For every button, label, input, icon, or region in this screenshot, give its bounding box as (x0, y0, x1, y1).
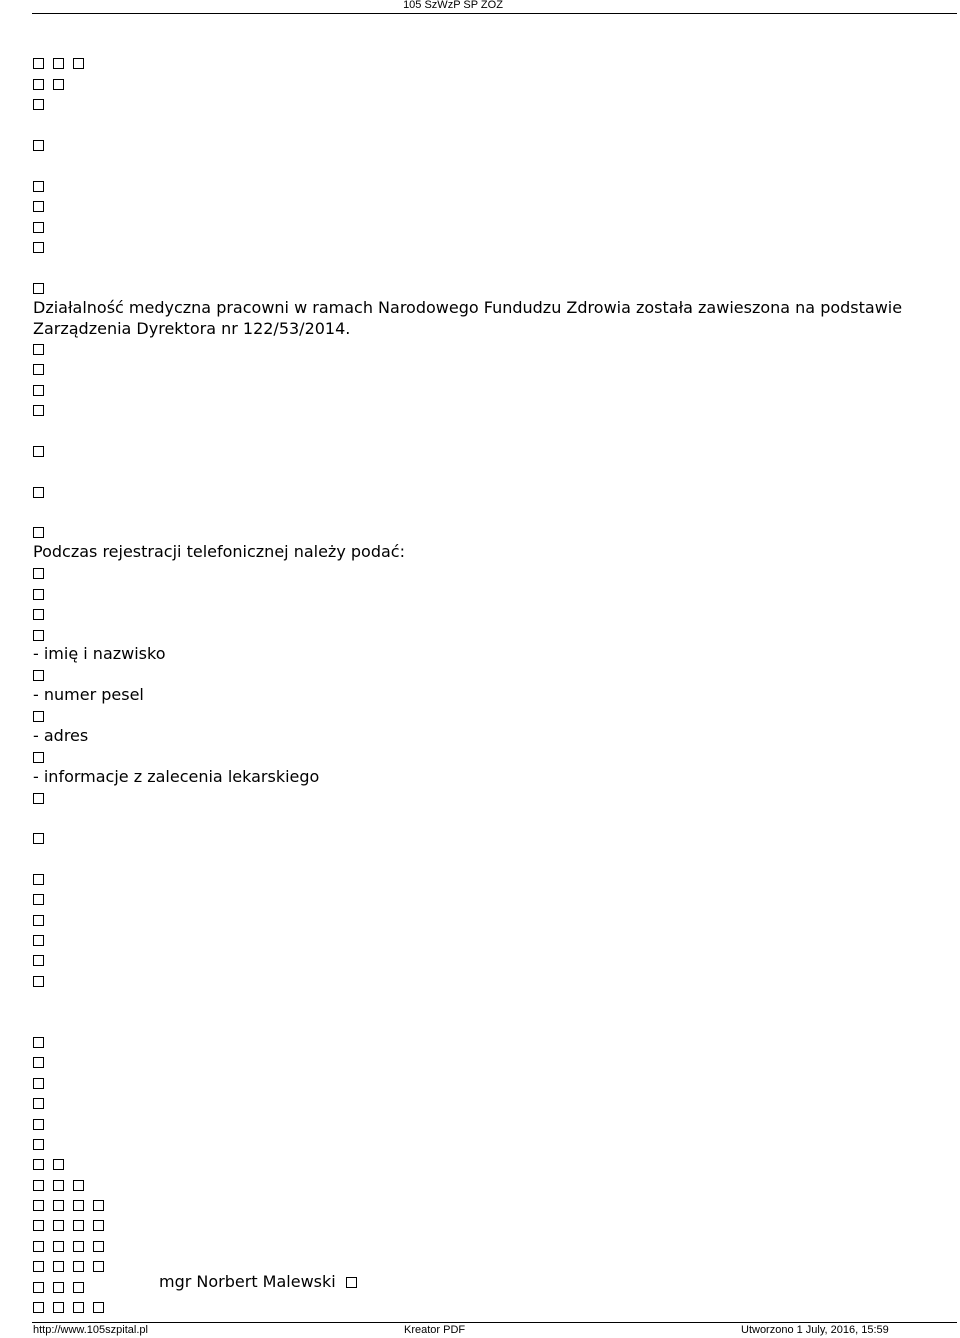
glyph-row (33, 1215, 113, 1235)
signature-line (159, 1272, 357, 1292)
glyph-row (33, 441, 53, 461)
missing-glyph-box-icon (33, 181, 44, 192)
footer-generator: Kreator PDF (404, 1324, 466, 1336)
glyph-row (33, 706, 53, 726)
list-item-referral-info: - informacje z zalecenia lekarskiego (33, 767, 320, 786)
missing-glyph-box-icon (33, 894, 44, 905)
glyph-row (33, 1195, 113, 1215)
glyph-row (33, 1052, 53, 1072)
glyph-row (33, 74, 73, 94)
glyph-row (33, 910, 53, 930)
page-header (0, 0, 960, 14)
missing-glyph-box-icon (33, 405, 44, 416)
missing-glyph-box-icon (33, 446, 44, 457)
header-divider (32, 13, 957, 14)
missing-glyph-box-icon (33, 1037, 44, 1048)
glyph-row (33, 176, 53, 196)
missing-glyph-box-icon (53, 1302, 64, 1313)
glyph-row (33, 563, 53, 583)
missing-glyph-box-icon (33, 487, 44, 498)
missing-glyph-box-icon (33, 1159, 44, 1170)
missing-glyph-box-icon (53, 1200, 64, 1211)
glyph-row (33, 1073, 53, 1093)
missing-glyph-box-icon (33, 955, 44, 966)
glyph-row (33, 1032, 53, 1052)
missing-glyph-box-icon (53, 1220, 64, 1231)
missing-glyph-box-icon (33, 140, 44, 151)
missing-glyph-box-icon (33, 1282, 44, 1293)
missing-glyph-box-icon (33, 222, 44, 233)
missing-glyph-box-icon (33, 670, 44, 681)
glyph-row (33, 889, 53, 909)
glyph-row (33, 217, 53, 237)
missing-glyph-box-icon (93, 1200, 104, 1211)
missing-glyph-box-icon (33, 385, 44, 396)
missing-glyph-box-icon (33, 976, 44, 987)
missing-glyph-box-icon (33, 630, 44, 641)
glyph-row (33, 359, 53, 379)
missing-glyph-box-icon (73, 1261, 84, 1272)
list-item-address: - adres (33, 726, 89, 745)
glyph-row (33, 522, 53, 542)
missing-glyph-box-icon (33, 1241, 44, 1252)
missing-glyph-box-icon (53, 1241, 64, 1252)
footer-divider (32, 1322, 957, 1323)
glyph-row (33, 135, 53, 155)
missing-glyph-box-icon (33, 568, 44, 579)
missing-glyph-box-icon (33, 609, 44, 620)
missing-glyph-box-icon (33, 1139, 44, 1150)
missing-glyph-box-icon (33, 201, 44, 212)
glyph-row (33, 950, 53, 970)
glyph-row (33, 971, 53, 991)
list-item-name: - imię i nazwisko (33, 644, 166, 663)
missing-glyph-box-icon (73, 1282, 84, 1293)
glyph-row (33, 380, 53, 400)
glyph-row (33, 400, 53, 420)
glyph-row (33, 1256, 113, 1276)
missing-glyph-box-icon (53, 79, 64, 90)
missing-glyph-box-icon (33, 1098, 44, 1109)
glyph-row (33, 278, 53, 298)
missing-glyph-box-icon (93, 1261, 104, 1272)
missing-glyph-box-icon (33, 344, 44, 355)
glyph-row (33, 94, 53, 114)
glyph-row (33, 625, 53, 645)
missing-glyph-box-icon (33, 1078, 44, 1089)
suspension-notice: Działalność medyczna pracowni w ramach Narodowego Fundudzu Zdrowia została zawieszona na podstawie Zarządzenia Dyrektora nr 122/53/2014. (33, 298, 903, 338)
glyph-row (33, 1297, 113, 1317)
missing-glyph-box-icon (33, 1119, 44, 1130)
glyph-row (33, 828, 53, 848)
missing-glyph-box-icon (73, 1180, 84, 1191)
missing-glyph-box-icon (33, 833, 44, 844)
glyph-row (33, 1134, 53, 1154)
missing-glyph-box-icon (33, 1220, 44, 1231)
missing-glyph-box-icon (33, 752, 44, 763)
glyph-row (33, 665, 53, 685)
missing-glyph-box-icon (33, 935, 44, 946)
missing-glyph-box-icon (73, 1200, 84, 1211)
missing-glyph-box-icon (53, 1282, 64, 1293)
missing-glyph-box-icon (33, 1057, 44, 1068)
missing-glyph-box-icon (33, 527, 44, 538)
missing-glyph-box-icon (33, 711, 44, 722)
missing-glyph-box-icon (73, 58, 84, 69)
glyph-row (33, 1277, 93, 1297)
missing-glyph-box-icon (53, 58, 64, 69)
glyph-row (33, 604, 53, 624)
glyph-row (33, 1093, 53, 1113)
missing-glyph-box-icon (33, 1200, 44, 1211)
missing-glyph-box-icon (33, 79, 44, 90)
glyph-row (33, 53, 93, 73)
glyph-row (33, 747, 53, 767)
glyph-row (33, 788, 53, 808)
glyph-row (33, 237, 53, 257)
glyph-row (33, 1236, 113, 1256)
missing-glyph-box-icon (73, 1241, 84, 1252)
missing-glyph-box-icon (33, 589, 44, 600)
missing-glyph-box-icon (33, 874, 44, 885)
glyph-row (33, 196, 53, 216)
glyph-row (33, 482, 53, 502)
missing-glyph-box-icon (33, 364, 44, 375)
missing-glyph-box-icon (53, 1159, 64, 1170)
missing-glyph-box-icon (33, 793, 44, 804)
missing-glyph-box-icon (73, 1302, 84, 1313)
glyph-row (33, 1175, 93, 1195)
glyph-row (33, 339, 53, 359)
signature-name: mgr Norbert Malewski (159, 1272, 336, 1291)
missing-glyph-box-icon (33, 1261, 44, 1272)
missing-glyph-box-icon (33, 99, 44, 110)
missing-glyph-box-icon (33, 915, 44, 926)
missing-glyph-box-icon (93, 1241, 104, 1252)
missing-glyph-box-icon (53, 1261, 64, 1272)
missing-glyph-box-icon (33, 242, 44, 253)
missing-glyph-box-icon (93, 1302, 104, 1313)
footer-url-link[interactable]: http://www.105szpital.pl (33, 1324, 148, 1336)
glyph-row (33, 1154, 73, 1174)
missing-glyph-box-icon (33, 1302, 44, 1313)
missing-glyph-box-icon (33, 1180, 44, 1191)
header-title: 105 SzWzP SP ZOZ (403, 0, 503, 11)
missing-glyph-box-icon (33, 58, 44, 69)
missing-glyph-box-icon (73, 1220, 84, 1231)
list-item-pesel: - numer pesel (33, 685, 144, 704)
glyph-row (33, 1114, 53, 1134)
glyph-row (33, 869, 53, 889)
missing-glyph-box-icon (93, 1220, 104, 1231)
missing-glyph-box-icon (346, 1277, 357, 1288)
missing-glyph-box-icon (53, 1180, 64, 1191)
missing-glyph-box-icon (33, 283, 44, 294)
footer-created-date: Utworzono 1 July, 2016, 15:59 (741, 1324, 889, 1336)
glyph-row (33, 584, 53, 604)
registration-intro: Podczas rejestracji telefonicznej należy podać: (33, 542, 405, 561)
glyph-row (33, 930, 53, 950)
